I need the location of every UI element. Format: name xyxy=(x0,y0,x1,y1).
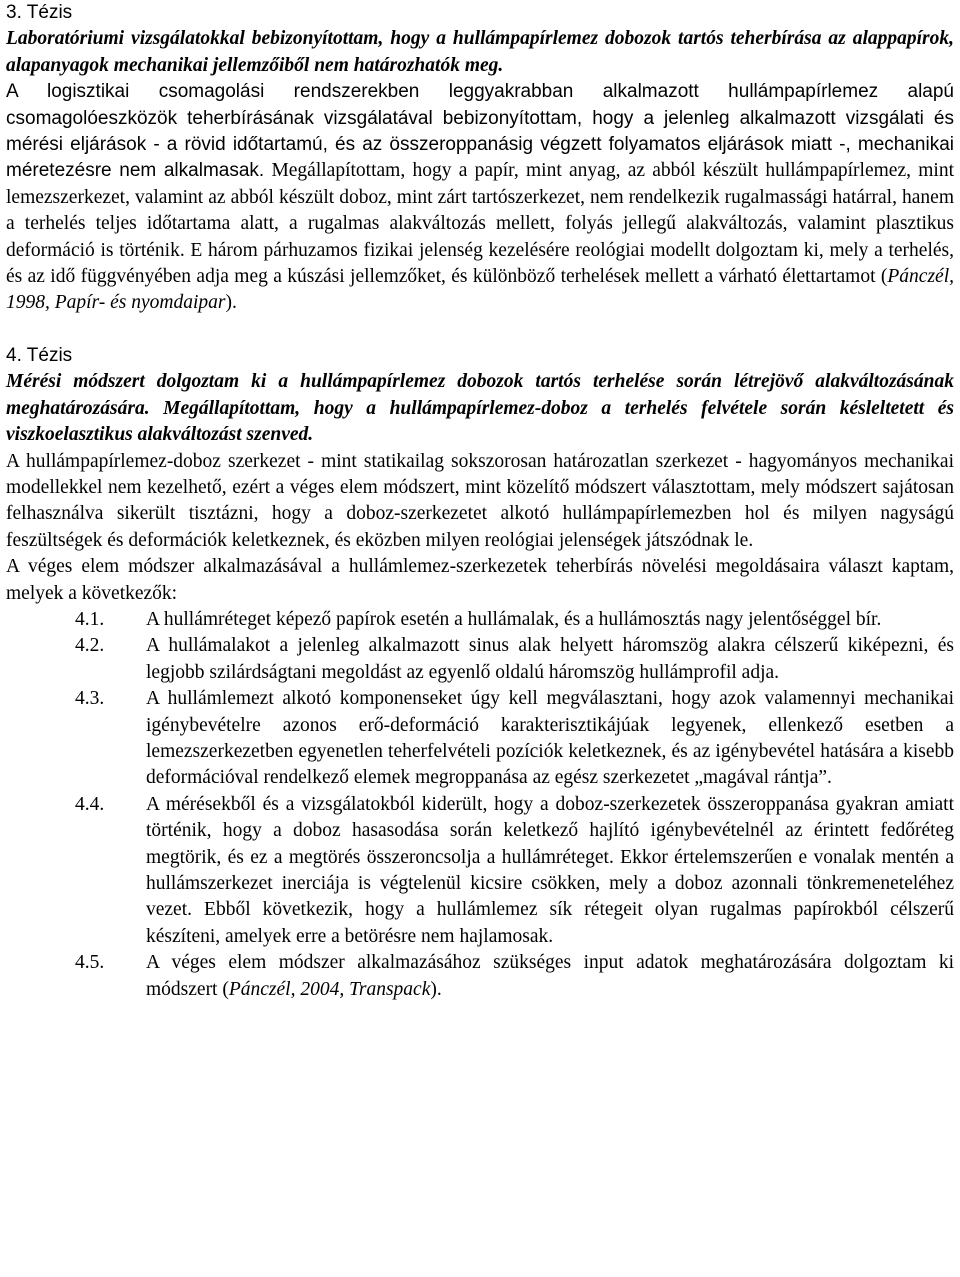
thesis-4-paragraph-1: A hullámpapírlemez-doboz szerkezet - mint statikailag sokszorosan határozatlan szerkezet - hagyományos mechanikai modellekkel nem kezelhető, ezért a véges elem módszert, mint közelítő módszert választottam, mely módszert sajátosan felhasználva sikerült tisztázni, hogy a doboz-szerkezetet alkotó hullámpapírlemezben hol és milyen nagyságú feszültségek és deformációk keletkeznek, és eközben milyen reológiai jelenségek játszódnak le. xyxy=(6,450,954,551)
list-item-text: A hullámalakot a jelenleg alkalmazott sinus alak helyett háromszög alakra célszerű kiképezni, és legjobb szilárdságtani megoldást az egyenlő oldalú háromszög hullámprofil adja. xyxy=(146,635,954,683)
list-item-text-pre: A véges elem módszer alkalmazásához szükséges input adatok meghatározására dolgoztam ki módszert ( xyxy=(146,952,954,1000)
thesis-4-statement-part2: Megállapítottam, hogy a hullámpapírlemez-doboz a terhelés felvétele során késleltetett és viszkoelasztikus alakváltozást szenved. xyxy=(6,397,954,446)
list-item-text-post: ). xyxy=(430,978,442,1000)
document-page xyxy=(6,0,954,1003)
list-item-number: 4.3. xyxy=(75,688,105,710)
list-item xyxy=(6,792,954,950)
list-item-text xyxy=(146,950,954,1003)
thesis-4-statement xyxy=(6,369,954,448)
list-item-number: 4.1. xyxy=(75,608,105,630)
thesis-3-paragraph-end: ). xyxy=(225,292,237,314)
thesis-4-list xyxy=(6,607,954,1003)
list-item-text: A hullámlemezt alkotó komponenseket úgy kell megválasztani, hogy azok valamennyi mechanikai igénybevételre azonos erő-deformáció karakterisztikájúak legyenek, ellenkező esetben a lemezszerkezetben egyenetlen teherfelvételi pozíciók keletkeznek, és az igénybevétel hatására a kisebb deformációval rendelkező elemek megroppanása az egész szerkezetet „magával rántja”. xyxy=(146,688,954,789)
list-item-number: 4.4. xyxy=(75,793,105,815)
list-item-number: 4.2. xyxy=(75,635,105,657)
thesis-3-statement: Laboratóriumi vizsgálatokkal bebizonyítottam, hogy a hullámpapírlemez dobozok tartós teherbírása az alappapírok, alapanyagok mechanikai jellemzőiből nem határozhatók meg. xyxy=(6,28,954,76)
list-item xyxy=(6,607,954,633)
thesis-4-paragraph-2: A véges elem módszer alkalmazásával a hullámlemez-szerkezetek teherbírás növelési megoldásaira választ kaptam, melyek a következők: xyxy=(6,556,954,604)
thesis-3-paragraph-part2: Megállapítottam, hogy a papír, mint anyag, az abból készült hullámpapírlemez, mint lemezszerkezet, valamint az abból készült doboz, mint zárt tartószerkezet, nem rendelkezik rugalmassági határral, hanem a terhelés teljes időtartama alatt, a rugalmas alakváltozás mellett, folyás jellegű alakváltozás, valamint plasztikus deformáció is történik. E három párhuzamos fizikai jelenség kezelésére reológiai modellt dolgoztam ki, mely a terhelés, és az idő függvényében adja meg a kúszási jellemzőket, és különböző terhelések mellett a várható élettartamot ( xyxy=(6,160,954,288)
list-item-citation: Pánczél, 2004, Transpack xyxy=(228,978,431,1000)
list-item xyxy=(6,633,954,686)
thesis-3-citation: Pánczél, 1998, Papír- és nyomdaipar xyxy=(6,266,954,314)
list-item-text: A hullámréteget képező papírok esetén a hullámalak, és a hullámosztás nagy jelentőséggel bír. xyxy=(146,608,882,630)
list-item xyxy=(6,950,954,1003)
list-item-text: A mérésekből és a vizsgálatokból kiderült, hogy a doboz-szerkezetek összeroppanása gyakran amiatt történik, hogy a doboz hasasodása során keletkező hajlító igénybevételnél az érintett fedőréteg megtörik, és ez a megtörés összeroncsolja a hullámréteget. Ekkor értelemszerűen e vonalak mentén a hullámszerkezet inerciája is végtelenül kicsire csökken, mely a doboz azonnali tönkremeneteléhez vezet. Ebből következik, hogy a hullámlemez sík rétegeit olyan rugalmas papírokból célszerű készíteni, amelyek erre a betörésre nem hajlamosak. xyxy=(146,793,954,947)
thesis-4-statement-part1: Mérési módszert dolgoztam ki a hullámpapírlemez dobozok tartós terhelése során létrejövő alakváltozásának meghatározására. xyxy=(6,371,954,419)
thesis-3-paragraph xyxy=(6,79,954,317)
thesis-4-heading: 4. Tézis xyxy=(6,344,73,366)
list-item-number: 4.5. xyxy=(75,952,105,974)
thesis-3-paragraph-part1: A logisztikai csomagolási rendszerekben leggyakrabban alkalmazott hullámpapírlemez alapú csomagolóeszközök teherbírásának vizsgálatával bebizonyítottam, hogy a jelenleg alkalmazott vizsgálati és mérési eljárások - a rövid időtartamú, és az összeroppanásig végzett folyamatos eljárások miatt -, mechanikai méretezésre nem alkalmasak. xyxy=(6,81,954,182)
thesis-3-heading: 3. Tézis xyxy=(6,2,73,23)
list-item xyxy=(6,686,954,792)
